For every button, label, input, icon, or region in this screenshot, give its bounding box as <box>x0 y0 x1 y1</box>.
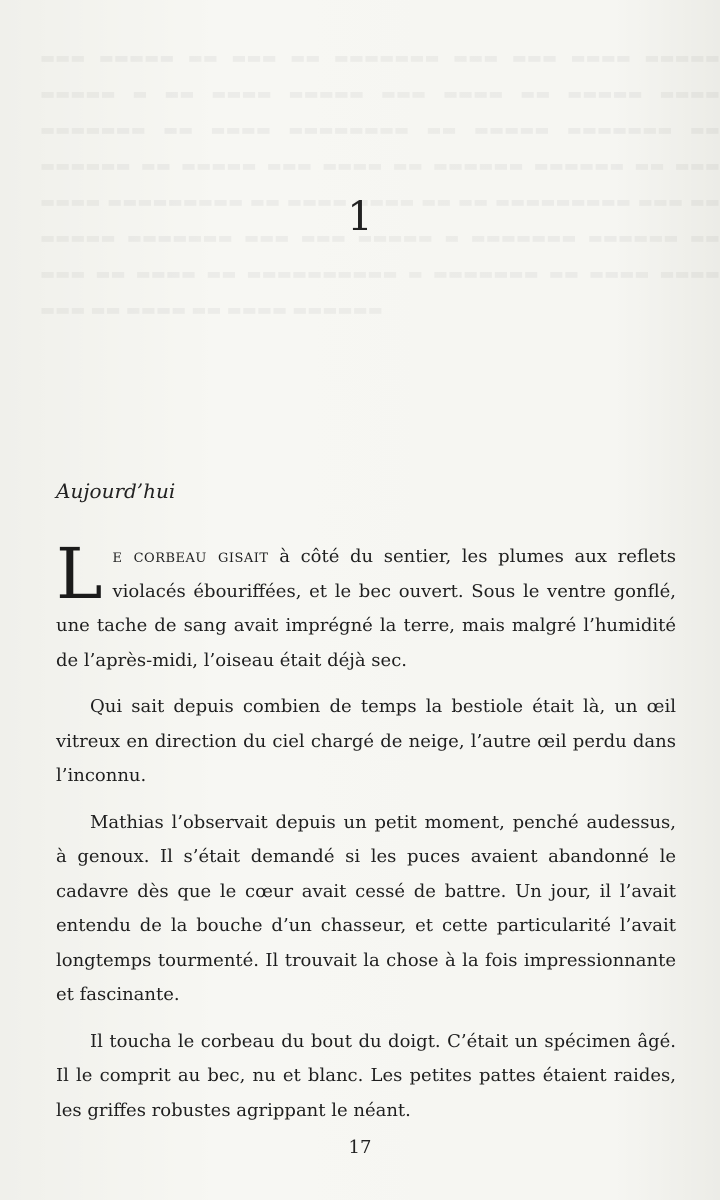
paragraph-3: Mathias l’observait depuis un petit moment, penché audessus, à genoux. Il s’était demandé si les puces avaient abandonné le cadavre dès que le cœur avait cessé de battre. Un jour, il l’avait entendu de la bouche d’un chasseur, et cette particularité l’avait longtemps tourmenté. Il trouvait la chose à la fois impressionnante et fascinante. <box>56 811 676 1005</box>
chapter-number: 1 <box>347 194 373 240</box>
show-through-text <box>40 40 720 328</box>
section-title: Aujourd’hui <box>56 479 176 503</box>
paragraph-1-text: à côté du sentier, les plumes aux reflets violacés ébouriffées, et le bec ouvert. Sous le ventre gonflé, une tache de sang avait imprégné la terre, mais malgré l’humidité de l’après-midi, l’oiseau était déjà sec. <box>56 546 676 671</box>
chapter-body <box>56 533 676 1140</box>
opening-small-caps: e corbeau gisait <box>112 546 269 567</box>
page-number: 17 <box>348 1137 372 1158</box>
paragraph-1 <box>56 533 676 678</box>
drop-cap: L <box>56 533 103 615</box>
paragraph-4: Il toucha le corbeau du bout du doigt. C’était un spécimen âgé. Il le comprit au bec, nu et blanc. Les petites pattes étaient raides, les griffes robustes agrippant le néant. <box>56 1030 676 1121</box>
paragraph-2: Qui sait depuis combien de temps la bestiole était là, un œil vitreux en direction du ciel chargé de neige, l’autre œil perdu dans l’inconnu. <box>56 696 676 786</box>
